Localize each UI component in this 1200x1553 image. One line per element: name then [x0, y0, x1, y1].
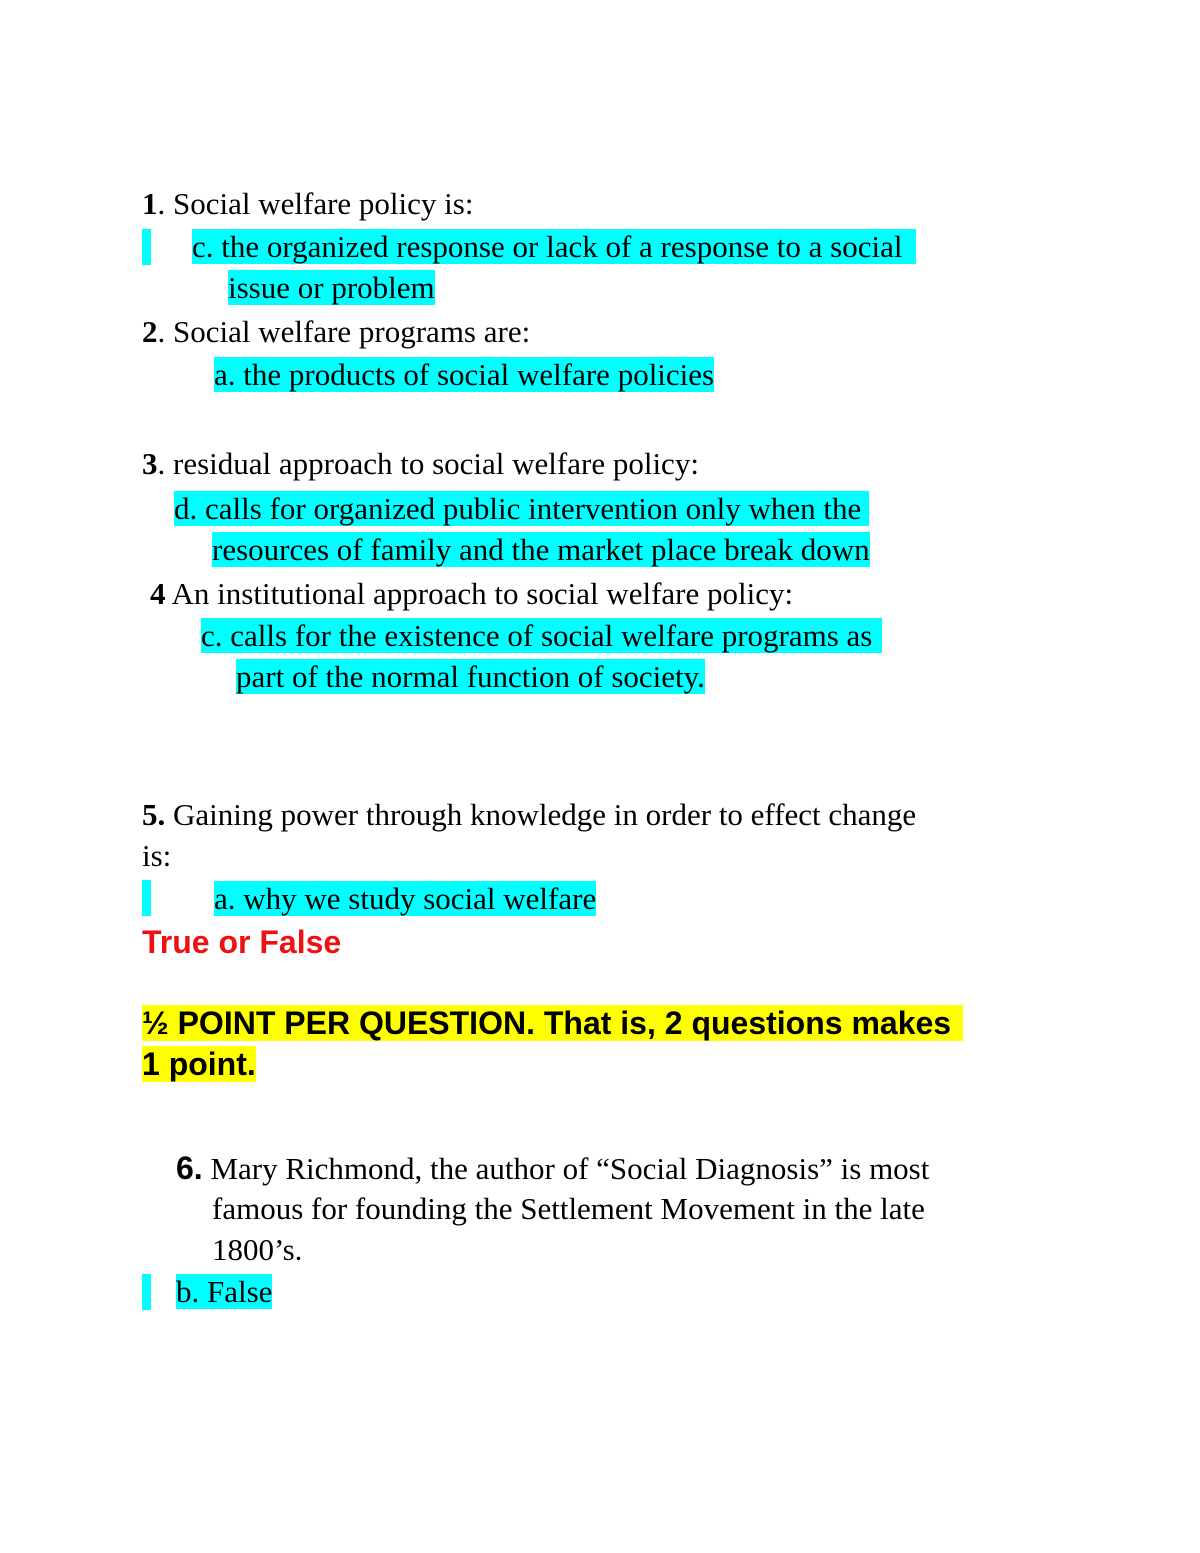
question-text: Mary Richmond, the author of “Social Diagnosis” is most	[202, 1151, 930, 1186]
scoring-note-cont: 1 point.	[142, 1046, 256, 1082]
answer-4: c. calls for the existence of social welfare programs as	[201, 618, 882, 653]
question-number: 3	[142, 446, 158, 481]
answer-4-cont: part of the normal function of society.	[236, 659, 705, 694]
question-text: . Social welfare programs are:	[157, 314, 531, 349]
question-4	[150, 574, 793, 614]
question-6	[176, 1148, 929, 1188]
question-2	[142, 312, 530, 352]
question-1	[142, 184, 473, 224]
answer-marker	[142, 229, 151, 265]
answer-marker	[142, 1274, 151, 1310]
answer-1: c. the organized response or lack of a response to a social	[192, 229, 916, 264]
answer-3-cont: resources of family and the market place break down	[212, 532, 870, 567]
question-number: 4	[150, 576, 166, 611]
question-number: 2	[142, 314, 158, 349]
question-5-cont: is:	[142, 838, 172, 873]
question-text: . Social welfare policy is:	[157, 186, 474, 221]
question-3	[142, 444, 699, 484]
question-6-cont: famous for founding the Settlement Movement in the late	[212, 1191, 925, 1226]
answer-5: a. why we study social welfare	[214, 881, 597, 916]
answer-6: b. False	[176, 1274, 273, 1309]
question-6-cont: 1800’s.	[212, 1232, 303, 1267]
scoring-note: ½ POINT PER QUESTION. That is, 2 questions makes	[142, 1005, 963, 1041]
answer-3: d. calls for organized public intervention only when the	[174, 491, 869, 526]
answer-marker	[142, 880, 151, 916]
section-heading: True or False	[142, 924, 342, 960]
question-text: An institutional approach to social welfare policy:	[165, 576, 794, 611]
answer-2: a. the products of social welfare policies	[214, 357, 715, 392]
answer-1-cont: issue or problem	[228, 270, 435, 305]
question-text: Gaining power through knowledge in order to effect change	[165, 797, 917, 832]
question-number: 6.	[176, 1150, 203, 1186]
question-text: . residual approach to social welfare policy:	[157, 446, 699, 481]
question-number: 5.	[142, 797, 166, 832]
question-number: 1	[142, 186, 158, 221]
question-5	[142, 795, 916, 835]
